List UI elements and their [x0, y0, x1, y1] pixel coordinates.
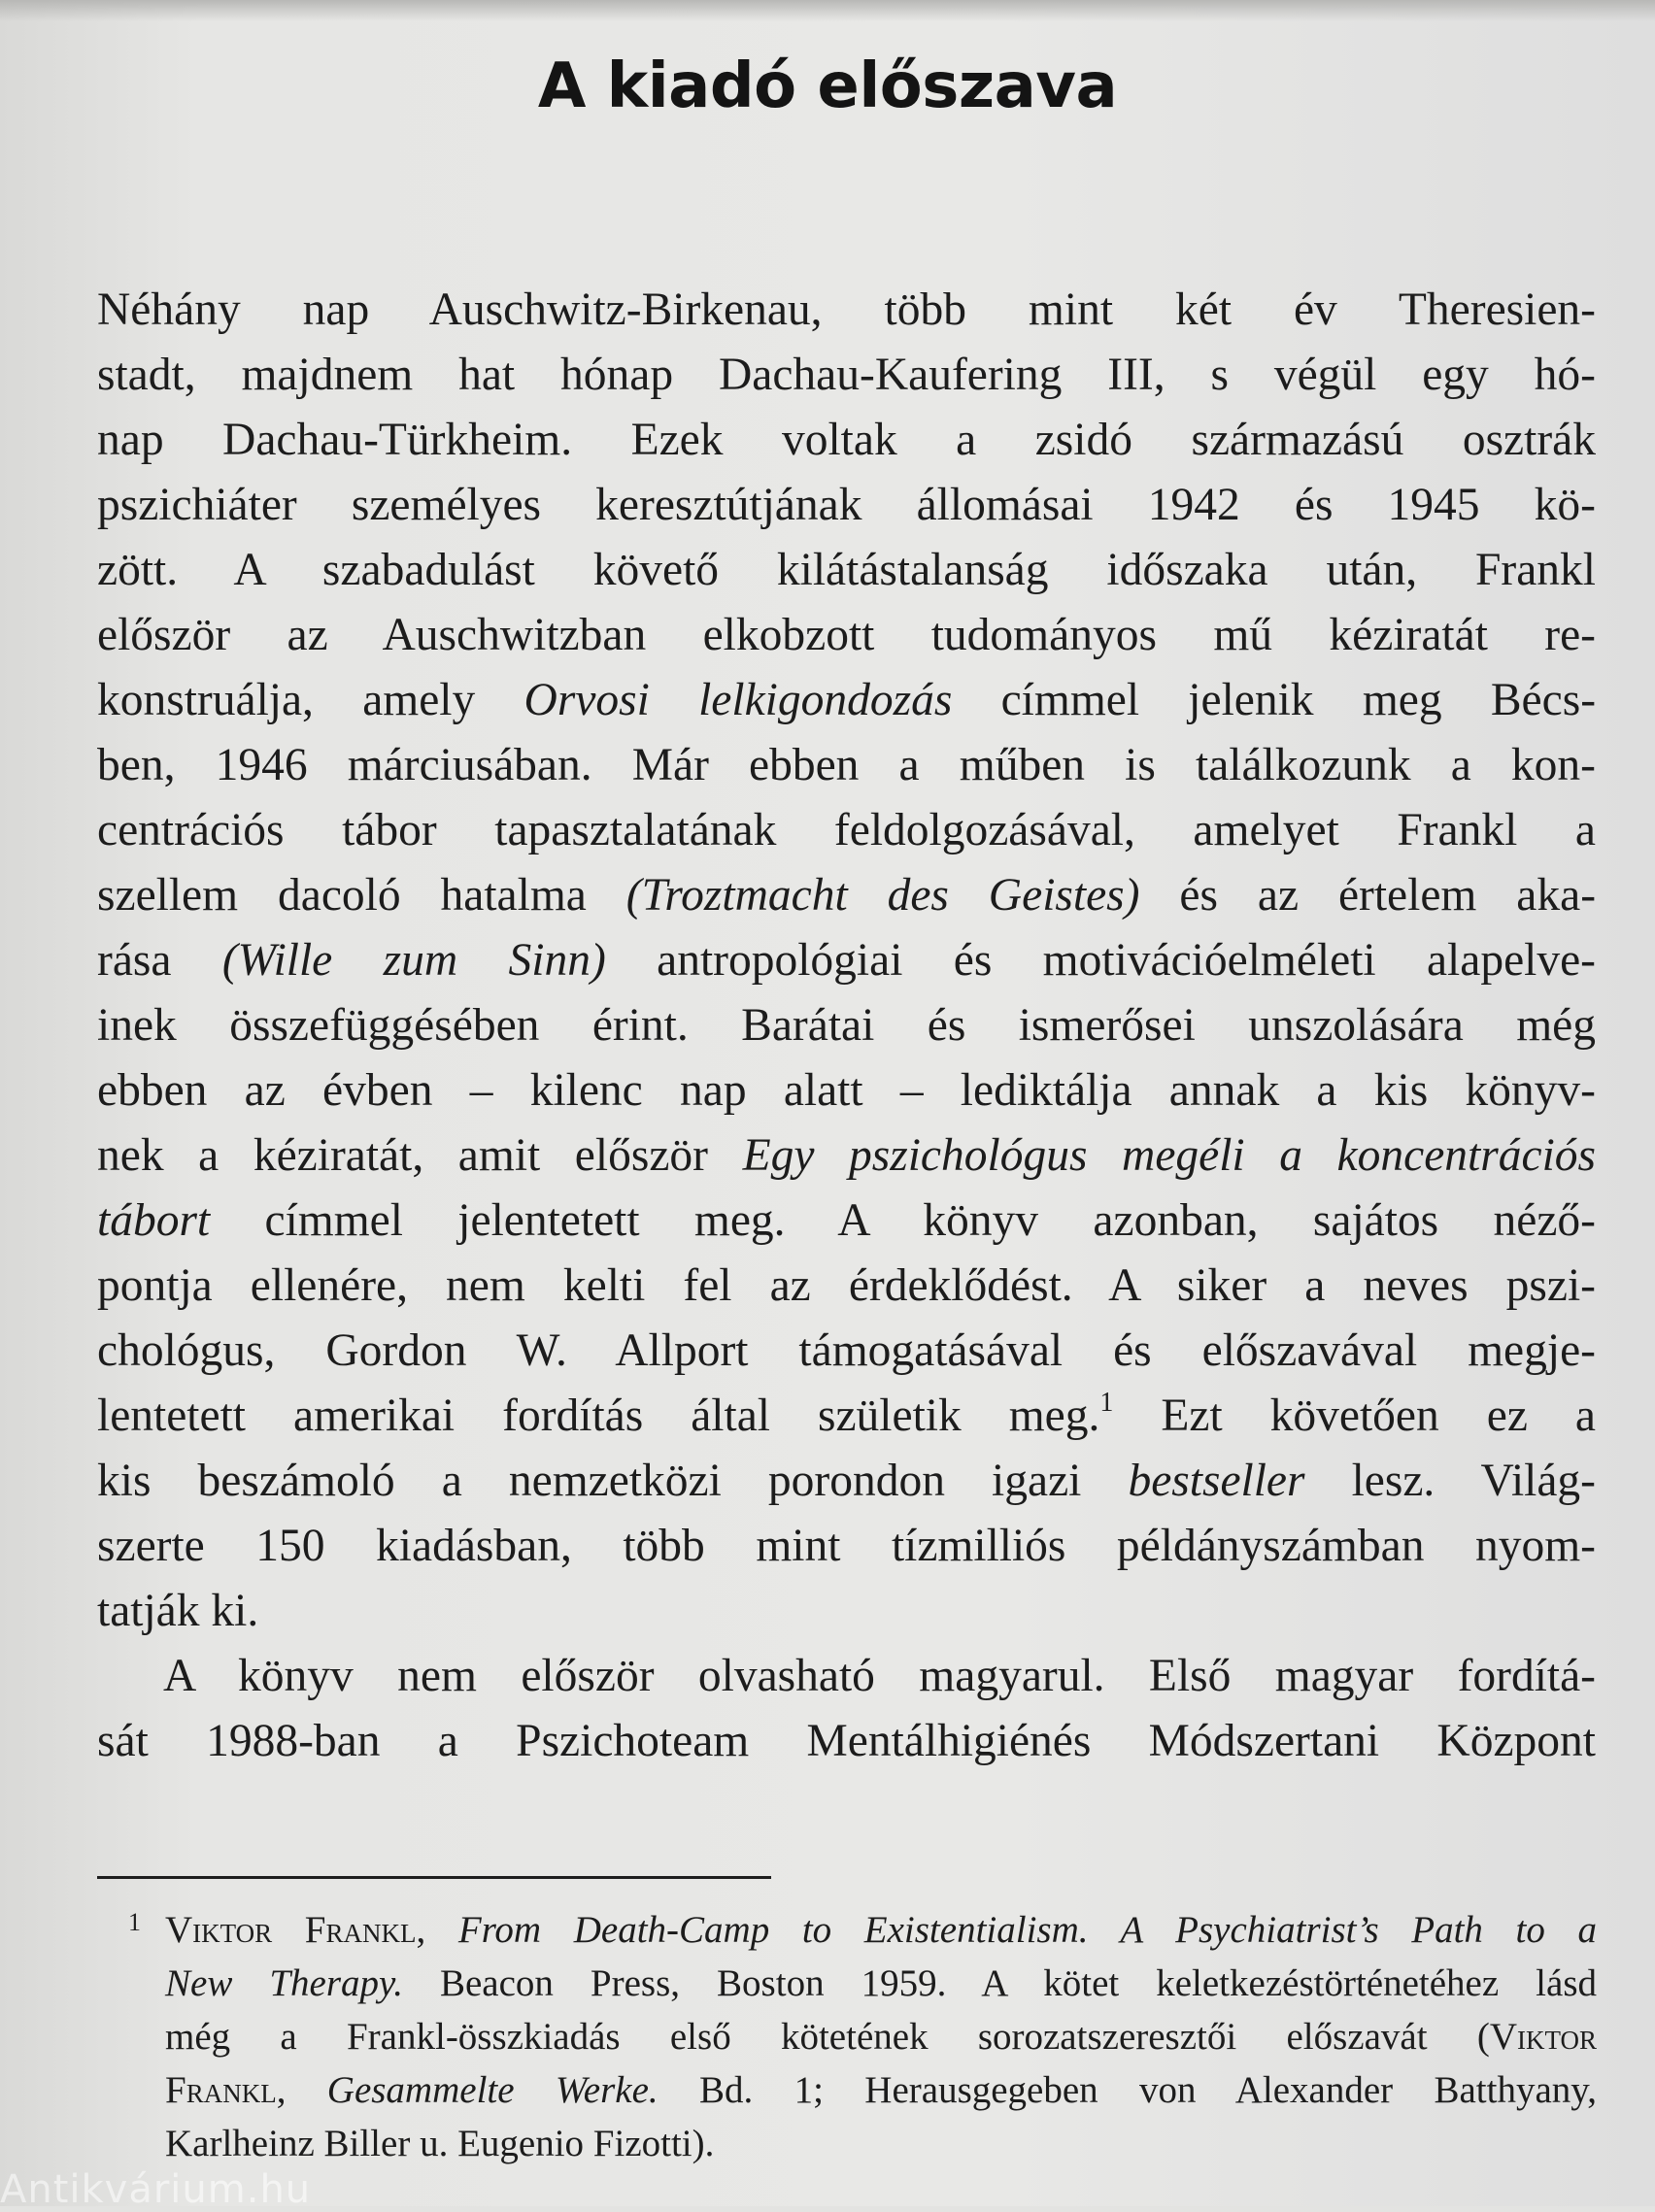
page-top-shadow — [0, 0, 1655, 21]
text-line: kis beszámoló a nemzetközi porondon igazi bestseller lesz. Világ- — [97, 1456, 1597, 1506]
book-title-egy: tábort — [97, 1195, 211, 1246]
author-name: Viktor Frankl — [165, 1909, 417, 1951]
italic-term: bestseller — [1128, 1456, 1305, 1506]
text-line: sát 1988-ban a Pszichoteam Mentálhigiénés Módszertani Központ — [97, 1716, 1596, 1766]
text-line: először az Auschwitzban elkobzott tudományos mű kéziratát re- — [97, 610, 1596, 660]
page-title: A kiadó előszava — [537, 50, 1118, 122]
text-line: szellem dacoló hatalma (Troztmacht des Geistes) és az értelem aka- — [97, 870, 1597, 921]
footnote-book-title: New Therapy. — [165, 1962, 403, 2004]
footnote-line: Viktor Frankl, From Death-Camp to Existentialism. A Psychiatrist’s Path to a — [165, 1909, 1598, 1951]
footnote-marker: 1 — [1099, 1388, 1114, 1418]
text-line: A könyv nem először olvasható magyarul. Első magyar fordítá- — [163, 1651, 1596, 1701]
text-line: pszichiáter személyes keresztútjának állomásai 1942 és 1945 kö- — [97, 480, 1596, 530]
text-line: nek a kéziratát, amit először Egy pszichológus megéli a koncentrációs — [97, 1130, 1596, 1181]
text-line: zött. A szabadulást követő kilátástalanság időszaka után, Frankl — [97, 545, 1596, 595]
author-name: Viktor — [1489, 2016, 1597, 2058]
text-line: chológus, Gordon W. Allport támogatásával és előszavával megje- — [97, 1325, 1596, 1376]
italic-term: (Troztmacht des Geistes) — [625, 870, 1140, 921]
footnote-line: Frankl, Gesammelte Werke. Bd. 1; Herausgegeben von Alexander Batthyany, — [165, 2069, 1597, 2111]
text-line: lentetett amerikai fordítás által születik meg.$^1$ Ezt követően ez a — [97, 1388, 1596, 1441]
footnote-body — [165, 1903, 1597, 2170]
text-line: konstruálja, amely Orvosi lelkigondozás címmel jelenik meg Bécs- — [97, 675, 1597, 725]
main-text — [97, 278, 1596, 1774]
footnote-line: még a Frankl-összkiadás első kötetének sorozatszeresztői előszavát (Viktor — [165, 2016, 1597, 2058]
italic-term: (Wille zum Sinn) — [221, 935, 606, 986]
footnote-number: 1 — [128, 1908, 141, 1936]
text-line: ben, 1946 márciusában. Már ebben a műben is találkozunk a kon- — [97, 740, 1596, 790]
text-line: nap Dachau-Türkheim. Ezek voltak a zsidó származású osztrák — [97, 415, 1596, 465]
text-line: tatják ki. — [97, 1586, 259, 1636]
text-line: ebben az évben – kilenc nap alatt – lediktálja annak a kis könyv- — [97, 1065, 1596, 1116]
footnote-book-title: From Death-Camp to Existentialism. A Psychiatrist’s Path to a — [457, 1909, 1598, 1951]
text-line: centrációs tábor tapasztalatának feldolgozásával, amelyet Frankl a — [97, 805, 1596, 855]
text-line: szerte 150 kiadásban, több mint tízmilliós példányszámban nyom- — [97, 1521, 1596, 1571]
book-title-egy: Egy pszichológus megéli a koncentrációs — [742, 1130, 1596, 1181]
footnote-line: Karlheinz Biller u. Eugenio Fizotti). — [165, 2123, 715, 2164]
author-name: Frankl — [165, 2069, 277, 2111]
footnote-separator — [97, 1876, 771, 1879]
text-line: rása (Wille zum Sinn) antropológiai és motivációelméleti alapelve- — [97, 935, 1597, 986]
text-line: stadt, majdnem hat hónap Dachau-Kaufering III, s végül egy hó- — [97, 350, 1596, 400]
text-line: Néhány nap Auschwitz-Birkenau, több mint két év Theresien- — [97, 285, 1596, 335]
footnote-line: New Therapy. Beacon Press, Boston 1959. A kötet keletkezéstörténetéhez lásd — [165, 1962, 1598, 2004]
text-line: pontja ellenére, nem kelti fel az érdeklődést. A siker a neves pszi- — [97, 1260, 1596, 1311]
text-line: tábort címmel jelentetett meg. A könyv azonban, sajátos néző- — [97, 1195, 1596, 1246]
watermark: Antikvárium.hu — [0, 2167, 312, 2212]
book-title-orvosi: Orvosi lelkigondozás — [524, 675, 953, 725]
text-line: inek összefüggésében érint. Barátai és ismerősei unszolására még — [97, 1000, 1596, 1051]
footnote-book-title: Gesammelte Werke. — [326, 2069, 659, 2111]
